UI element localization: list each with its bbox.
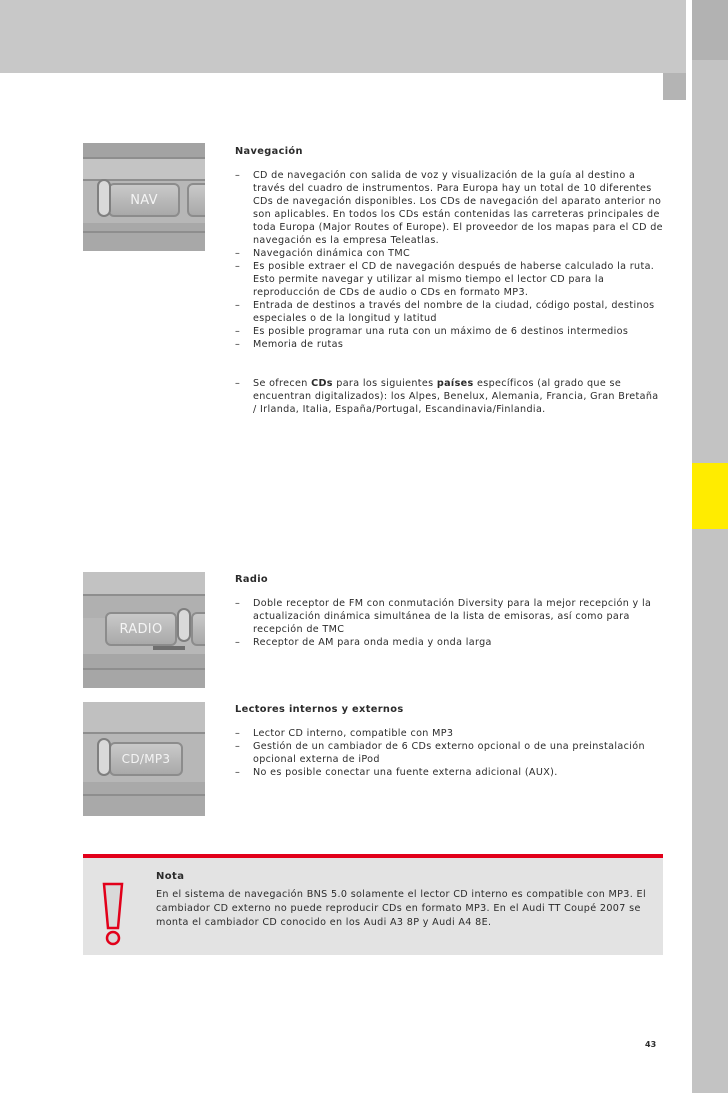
list-item — [235, 247, 665, 260]
countries-text-1: Se ofrecen — [253, 378, 312, 389]
photo-trim-line — [83, 231, 205, 233]
list-item-text: Es posible programar una ruta con un máximo de 6 destinos intermedios — [253, 326, 629, 337]
nav-button-photo — [83, 143, 205, 251]
note-text: En el sistema de navegación BNS 5.0 solamente el lector CD interno es compatible con MP3. El cambiador CD externo no puede reproducir CDs en formato MP3. En el Audi TT Coupé 2007 se monta el cambiador CD conocido en los Audi A3 8P y Audi A4 8E. — [156, 889, 646, 928]
dash: – — [235, 261, 241, 272]
countries-text-2: para los siguientes — [332, 378, 437, 389]
nav-key-label: NAV — [130, 192, 158, 208]
nav-feature-list — [235, 169, 665, 351]
dash: – — [235, 741, 241, 752]
dash: – — [235, 339, 241, 350]
photo-trim-line — [83, 794, 205, 796]
photo-trim-line — [83, 732, 205, 734]
key-separator — [177, 608, 191, 642]
cd-mp3-key-label: CD/MP3 — [121, 752, 171, 766]
players-feature-list — [235, 727, 665, 779]
list-item — [235, 325, 665, 338]
list-item-text: Receptor de AM para onda media y onda larga — [253, 637, 492, 648]
nav-heading: Navegación — [235, 146, 303, 157]
photo-panel — [83, 143, 205, 157]
dash: – — [235, 300, 241, 311]
dash: – — [235, 637, 241, 648]
note-label: Nota — [156, 871, 185, 882]
side-strip-top — [692, 0, 728, 60]
photo-trim-line — [83, 668, 205, 670]
key-separator — [97, 738, 111, 776]
dash: – — [235, 326, 241, 337]
list-item-text: Gestión de un cambiador de 6 CDs externo opcional o de una preinstalación opcional externa de iPod — [253, 741, 645, 765]
photo-panel — [83, 572, 205, 594]
chapter-tab — [692, 463, 728, 529]
nav-section — [235, 145, 665, 416]
header-band-notch — [663, 73, 686, 100]
cd-mp3-button-photo — [83, 702, 205, 816]
radio-key — [105, 612, 177, 646]
exclamation-icon — [98, 882, 128, 948]
list-item-text: Entrada de destinos a través del nombre de la ciudad, código postal, destinos especiales o de la longitud y latitud — [253, 300, 655, 324]
list-item — [235, 299, 665, 325]
list-item — [235, 636, 665, 649]
list-item-text: Es posible extraer el CD de navegación después de haberse calculado la ruta. Esto permite navegar y utilizar al mismo tiempo el lector CD para la reproducción de CDs de audio o CDs en formato MP3. — [253, 261, 655, 298]
photo-panel — [83, 223, 205, 251]
header-band — [0, 0, 686, 73]
list-item — [235, 597, 665, 636]
note-box — [83, 854, 663, 955]
list-item — [235, 377, 665, 416]
list-item-text: No es posible conectar una fuente externa adicional (AUX). — [253, 767, 558, 778]
photo-panel — [83, 159, 205, 179]
list-item-text: Lector CD interno, compatible con MP3 — [253, 728, 454, 739]
adjacent-key — [191, 612, 205, 646]
nav-countries-list — [235, 377, 665, 416]
cd-mp3-key — [109, 742, 183, 776]
page-number: 43 — [645, 1040, 657, 1049]
list-item-text: Navegación dinámica con TMC — [253, 248, 411, 259]
nav-key — [108, 183, 180, 217]
radio-button-photo — [83, 572, 205, 688]
list-item — [235, 766, 665, 779]
players-section — [235, 703, 665, 779]
side-strip — [692, 0, 728, 1093]
dash: – — [235, 170, 241, 181]
dash: – — [235, 248, 241, 259]
photo-panel — [83, 702, 205, 732]
list-item — [235, 169, 665, 247]
countries-bold-cds: CDs — [311, 378, 333, 389]
radio-section — [235, 573, 665, 649]
countries-text-3: específicos (al grado que se encuentran digitalizados): los Alpes, Benelux, Alemania, Francia, Gran Bretaña / Irlanda, Italia, España/Portugal, Escandinavia/Finlandia. — [253, 378, 659, 415]
dash: – — [235, 728, 241, 739]
list-item — [235, 338, 665, 351]
adjacent-key — [187, 183, 205, 217]
countries-bold-paises: países — [436, 378, 474, 389]
list-item-text: Doble receptor de FM con conmutación Diversity para la mejor recepción y la actualización dinámica simultánea de la lista de emisoras, así como para recepción de TMC — [253, 598, 652, 635]
dash: – — [235, 378, 241, 389]
radio-feature-list — [235, 597, 665, 649]
radio-key-label: RADIO — [119, 621, 163, 637]
photo-panel — [153, 646, 185, 650]
list-item-text: Memoria de rutas — [253, 339, 344, 350]
dash: – — [235, 767, 241, 778]
players-heading: Lectores internos y externos — [235, 704, 404, 715]
list-item — [235, 727, 665, 740]
dash: – — [235, 598, 241, 609]
list-item — [235, 740, 665, 766]
photo-panel — [83, 654, 205, 688]
list-item — [235, 260, 665, 299]
list-item-text: CD de navegación con salida de voz y visualización de la guía al destino a través del cuadro de instrumentos. Para Europa hay un total de 10 diferentes CDs de navegación disponibles. Los CDs de navegación del aparato anterior no son aplicables. En todos los CDs están contenidas las carreteras principales de toda Europa (Major Routes of Europe). El proveedor de los mapas para el CD de navegación es la empresa Teleatlas. — [253, 170, 663, 246]
key-separator — [97, 179, 111, 217]
photo-panel — [83, 782, 205, 816]
radio-heading: Radio — [235, 574, 269, 585]
